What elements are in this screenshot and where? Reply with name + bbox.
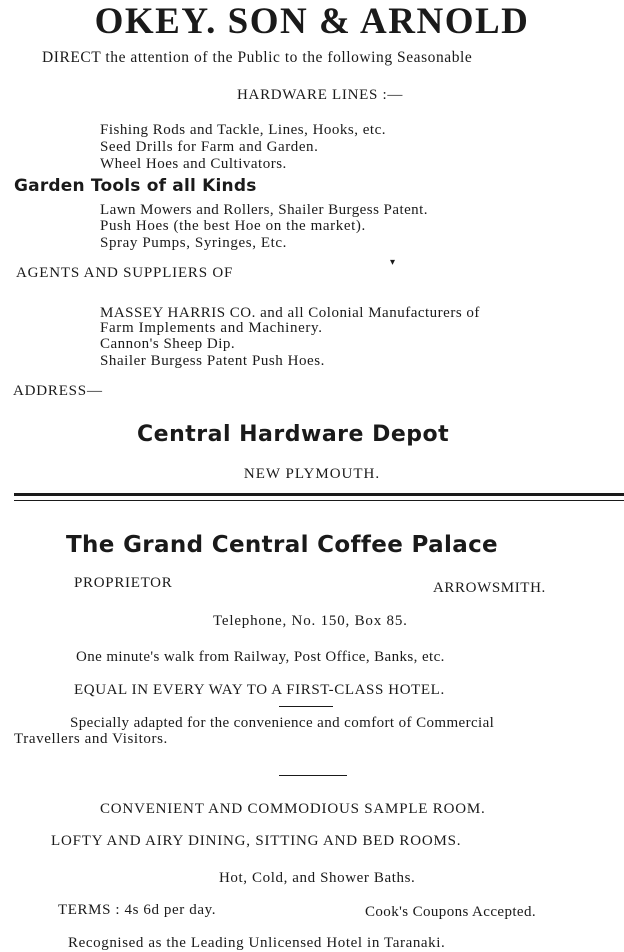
separator-rule-thin <box>14 500 624 501</box>
intro-text: DIRECT the attention of the Public to the following Seasonable <box>42 49 473 66</box>
supplier-line-3: Cannon's Sheep Dip. <box>100 336 236 352</box>
separator-rule-thick <box>14 493 624 496</box>
address-label: ADDRESS— <box>13 383 103 399</box>
adapted-line-1: Specially adapted for the convenience and comfort of Commercial <box>70 715 495 731</box>
product-line-2: Seed Drills for Farm and Garden. <box>100 139 319 155</box>
coupons-line: Cook's Coupons Accepted. <box>365 904 537 920</box>
product-line-4: Lawn Mowers and Rollers, Shailer Burgess Patent. <box>100 202 428 218</box>
recognised-line: Recognised as the Leading Unlicensed Hotel in Taranaki. <box>68 935 446 951</box>
product-line-3: Wheel Hoes and Cultivators. <box>100 156 287 172</box>
hotel-title: The Grand Central Coffee Palace <box>66 532 499 558</box>
hardware-lines-heading: HARDWARE LINES :— <box>237 87 404 103</box>
garden-tools-heading: Garden Tools of all Kinds <box>14 176 257 196</box>
product-line-5: Push Hoes (the best Hoe on the market). <box>100 218 366 234</box>
product-line-6: Spray Pumps, Syringes, Etc. <box>100 235 288 251</box>
rooms-line: LOFTY AND AIRY DINING, SITTING AND BED ROOMS. <box>51 833 462 849</box>
sample-room-line: CONVENIENT AND COMMODIOUS SAMPLE ROOM. <box>100 801 486 817</box>
supplier-line-2: Farm Implements and Machinery. <box>100 320 323 336</box>
product-line-1: Fishing Rods and Tackle, Lines, Hooks, etc. <box>100 122 386 138</box>
first-class-line: EQUAL IN EVERY WAY TO A FIRST-CLASS HOTEL. <box>74 682 445 698</box>
supplier-line-4: Shailer Burgess Patent Push Hoes. <box>100 353 325 369</box>
supplier-line-1: MASSEY HARRIS CO. and all Colonial Manufacturers of <box>100 305 480 321</box>
location-line: One minute's walk from Railway, Post Office, Banks, etc. <box>76 649 445 665</box>
short-rule-1 <box>279 706 333 707</box>
baths-line: Hot, Cold, and Shower Baths. <box>219 870 416 886</box>
print-speck: ▾ <box>390 257 396 268</box>
terms-line: TERMS : 4s 6d per day. <box>58 902 217 918</box>
proprietor-name: ARROWSMITH. <box>433 580 546 596</box>
town-name: NEW PLYMOUTH. <box>243 466 381 482</box>
short-rule-2 <box>279 775 347 776</box>
agents-heading: AGENTS AND SUPPLIERS OF <box>16 265 234 281</box>
telephone-line: Telephone, No. 150, Box 85. <box>213 613 408 629</box>
advert-title: OKEY. SON & ARNOLD <box>94 1 530 42</box>
adapted-line-2: Travellers and Visitors. <box>14 731 168 747</box>
depot-name: Central Hardware Depot <box>137 422 450 447</box>
proprietor-label: PROPRIETOR <box>74 575 173 591</box>
